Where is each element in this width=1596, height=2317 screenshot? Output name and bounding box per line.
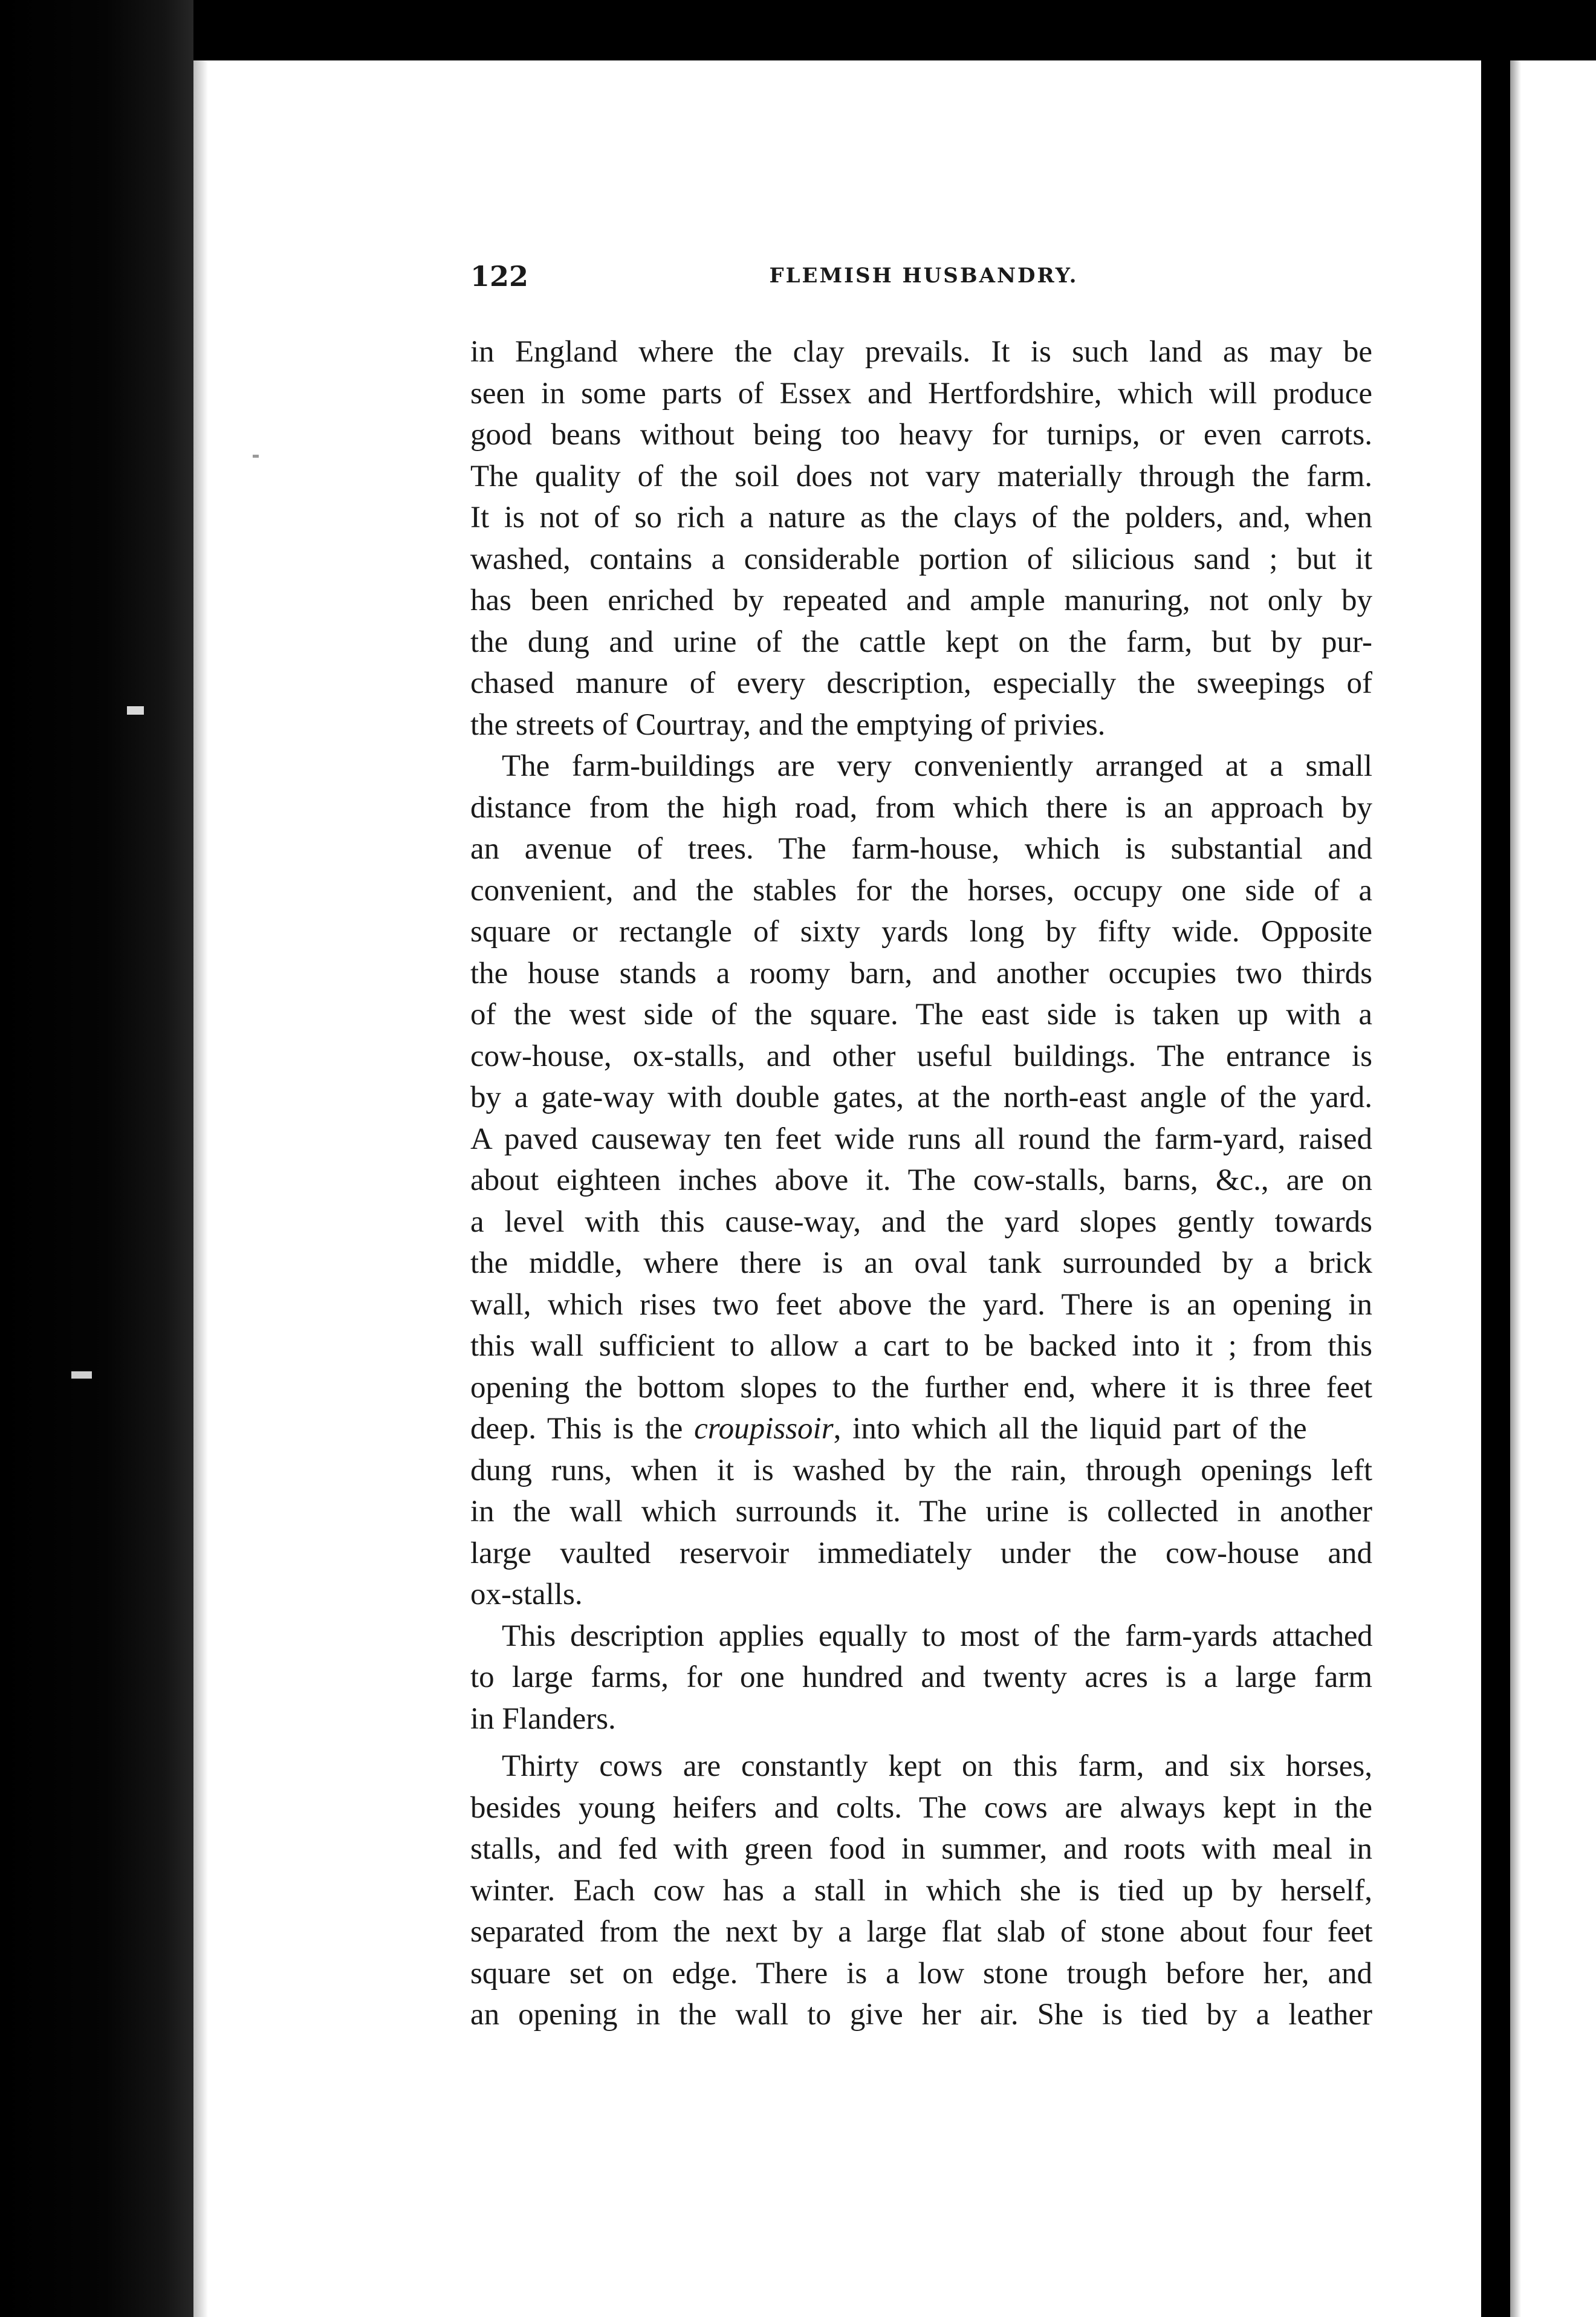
text-line-with-italic bbox=[470, 1408, 1372, 1450]
text-line: this wall sufficient to allow a cart to be backed into it ; from this bbox=[470, 1329, 1372, 1363]
text-fragment: deep. This is the bbox=[470, 1412, 683, 1446]
running-head bbox=[470, 260, 1377, 302]
text-line: an avenue of trees. The farm-house, which is substantial and bbox=[470, 832, 1372, 866]
text-line: large vaulted reservoir immediately under the cow-house and bbox=[470, 1536, 1372, 1570]
text-line: besides young heifers and colts. The cows are always kept in the bbox=[470, 1790, 1372, 1825]
body-text bbox=[470, 331, 1372, 2036]
paragraph-first-line: This description applies equally to most of the farm-yards attached bbox=[502, 1619, 1372, 1653]
page-number: 122 bbox=[470, 260, 529, 293]
italic-term: croupissoir bbox=[694, 1412, 834, 1446]
text-line: cow-house, ox-stalls, and other useful buildings. The entrance is bbox=[470, 1039, 1372, 1073]
text-line: in the wall which surrounds it. The urine is collected in another bbox=[470, 1495, 1372, 1529]
text-line: A paved causeway ten feet wide runs all round the farm-yard, raised bbox=[470, 1122, 1372, 1156]
running-title: FLEMISH HUSBANDRY. bbox=[769, 264, 1079, 288]
margin-blemish bbox=[253, 455, 259, 458]
text-line: a level with this cause-way, and the yard slopes gently towards bbox=[470, 1204, 1372, 1239]
text-line: ox-stalls. bbox=[470, 1578, 583, 1611]
text-line: the house stands a roomy barn, and another occupies two thirds bbox=[470, 956, 1372, 990]
text-line: by a gate-way with double gates, at the north-east angle of the yard. bbox=[470, 1081, 1372, 1114]
text-line: The quality of the soil does not vary materially through the farm. bbox=[470, 459, 1372, 493]
facing-page-gutter-shadow bbox=[1510, 60, 1521, 2317]
text-line: in Flanders. bbox=[470, 1701, 616, 1736]
text-line: to large farms, for one hundred and twenty acres is a large farm bbox=[470, 1660, 1372, 1694]
text-line: an opening in the wall to give her air. She is tied by a leather bbox=[470, 1998, 1372, 2032]
page-gutter-shadow bbox=[193, 60, 208, 2317]
text-line: in England where the clay prevails. It is such land as may be bbox=[470, 335, 1372, 369]
text-line: distance from the high road, from which there is an approach by bbox=[470, 790, 1372, 825]
text-line: the dung and urine of the cattle kept on the farm, but by pur- bbox=[470, 625, 1372, 659]
text-line: the middle, where there is an oval tank surrounded by a brick bbox=[470, 1246, 1372, 1280]
text-line: convenient, and the stables for the horses, occupy one side of a bbox=[470, 873, 1372, 908]
text-fragment: , into which all the liquid part of the bbox=[833, 1412, 1307, 1446]
text-line: square or rectangle of sixty yards long by fifty wide. Opposite bbox=[470, 915, 1372, 949]
text-line: winter. Each cow has a stall in which she is tied up by herself, bbox=[470, 1873, 1372, 1908]
margin-blemish bbox=[71, 1371, 92, 1379]
text-line: of the west side of the square. The east side is taken up with a bbox=[470, 998, 1372, 1032]
text-line: stalls, and fed with green food in summer, and roots with meal in bbox=[470, 1832, 1372, 1866]
text-line: opening the bottom slopes to the further end, where it is three feet bbox=[470, 1370, 1372, 1405]
text-line: good beans without being too heavy for turnips, or even carrots. bbox=[470, 418, 1372, 452]
text-line: chased manure of every description, especially the sweepings of bbox=[470, 666, 1372, 700]
facing-page-edge bbox=[1510, 60, 1596, 2317]
paragraph-first-line: Thirty cows are constantly kept on this farm, and six horses, bbox=[502, 1749, 1372, 1783]
text-line: washed, contains a considerable portion of silicious sand ; but it bbox=[470, 542, 1372, 576]
text-line: the streets of Courtray, and the emptying of privies. bbox=[470, 707, 1106, 742]
scan-page-divider bbox=[1481, 0, 1510, 2317]
text-line: dung runs, when it is washed by the rain, through openings left bbox=[470, 1453, 1372, 1487]
margin-blemish bbox=[127, 706, 144, 715]
text-line: about eighteen inches above it. The cow-stalls, barns, &c., are on bbox=[470, 1163, 1372, 1197]
text-line: square set on edge. There is a low stone trough before her, and bbox=[470, 1956, 1372, 1990]
text-line: seen in some parts of Essex and Hertfordshire, which will produce bbox=[470, 376, 1372, 411]
scan-left-edge bbox=[0, 0, 193, 2317]
text-line: It is not of so rich a nature as the clays of the polders, and, when bbox=[470, 501, 1372, 535]
text-line: separated from the next by a large flat slab of stone about four feet bbox=[470, 1915, 1372, 1949]
text-line: has been enriched by repeated and ample manuring, not only by bbox=[470, 583, 1372, 617]
paragraph-first-line: The farm-buildings are very conveniently arranged at a small bbox=[502, 749, 1372, 783]
text-line: wall, which rises two feet above the yard. There is an opening in bbox=[470, 1287, 1372, 1322]
